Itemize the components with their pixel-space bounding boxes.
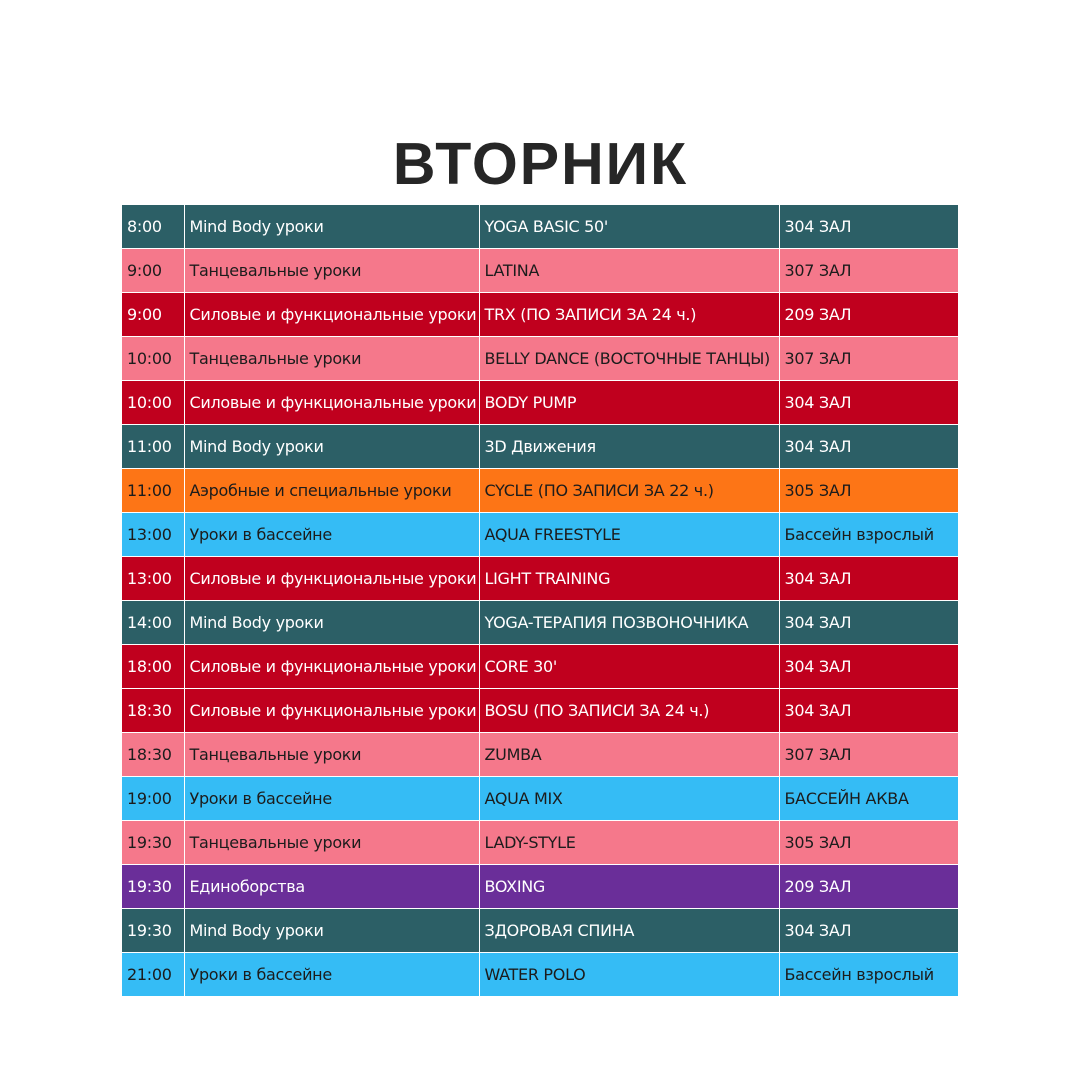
category-cell: Силовые и функциональные уроки	[184, 557, 479, 601]
time-cell: 19:30	[122, 865, 184, 909]
room-cell: 304 ЗАЛ	[779, 909, 959, 953]
room-cell: БАССЕЙН АКВА	[779, 777, 959, 821]
category-cell: Mind Body уроки	[184, 909, 479, 953]
room-cell: 304 ЗАЛ	[779, 689, 959, 733]
table-row	[122, 865, 959, 909]
table-row	[122, 689, 959, 733]
class-cell: BELLY DANCE (ВОСТОЧНЫЕ ТАНЦЫ)	[479, 337, 779, 381]
room-cell: 307 ЗАЛ	[779, 249, 959, 293]
table-row	[122, 777, 959, 821]
room-cell: 209 ЗАЛ	[779, 293, 959, 337]
table-row	[122, 821, 959, 865]
room-cell: 304 ЗАЛ	[779, 205, 959, 249]
time-cell: 19:00	[122, 777, 184, 821]
table-row	[122, 909, 959, 953]
time-cell: 13:00	[122, 513, 184, 557]
time-cell: 18:30	[122, 733, 184, 777]
category-cell: Уроки в бассейне	[184, 777, 479, 821]
room-cell: 305 ЗАЛ	[779, 821, 959, 865]
class-cell: ZUMBA	[479, 733, 779, 777]
page-title: ВТОРНИК	[392, 130, 689, 197]
table-row	[122, 425, 959, 469]
time-cell: 14:00	[122, 601, 184, 645]
category-cell: Mind Body уроки	[184, 601, 479, 645]
table-row	[122, 381, 959, 425]
class-cell: WATER POLO	[479, 953, 779, 997]
class-cell: YOGA-ТЕРАПИЯ ПОЗВОНОЧНИКА	[479, 601, 779, 645]
table-row	[122, 205, 959, 249]
time-cell: 10:00	[122, 337, 184, 381]
class-cell: ЗДОРОВАЯ СПИНА	[479, 909, 779, 953]
class-cell: CYCLE (ПО ЗАПИСИ ЗА 22 ч.)	[479, 469, 779, 513]
class-cell: BOXING	[479, 865, 779, 909]
table-row	[122, 557, 959, 601]
schedule-body	[122, 205, 959, 997]
table-row	[122, 337, 959, 381]
category-cell: Танцевальные уроки	[184, 249, 479, 293]
class-cell: AQUA FREESTYLE	[479, 513, 779, 557]
category-cell: Mind Body уроки	[184, 425, 479, 469]
room-cell: 209 ЗАЛ	[779, 865, 959, 909]
class-cell: LADY-STYLE	[479, 821, 779, 865]
time-cell: 13:00	[122, 557, 184, 601]
table-row	[122, 601, 959, 645]
table-row	[122, 249, 959, 293]
table-row	[122, 953, 959, 997]
class-cell: AQUA MIX	[479, 777, 779, 821]
class-cell: LATINA	[479, 249, 779, 293]
time-cell: 18:30	[122, 689, 184, 733]
category-cell: Танцевальные уроки	[184, 821, 479, 865]
room-cell: Бассейн взрослый	[779, 953, 959, 997]
time-cell: 18:00	[122, 645, 184, 689]
schedule-table	[122, 204, 960, 997]
time-cell: 9:00	[122, 293, 184, 337]
category-cell: Силовые и функциональные уроки	[184, 293, 479, 337]
table-row	[122, 645, 959, 689]
time-cell: 10:00	[122, 381, 184, 425]
class-cell: CORE 30'	[479, 645, 779, 689]
category-cell: Танцевальные уроки	[184, 733, 479, 777]
time-cell: 21:00	[122, 953, 184, 997]
room-cell: 307 ЗАЛ	[779, 733, 959, 777]
table-row	[122, 733, 959, 777]
room-cell: 307 ЗАЛ	[779, 337, 959, 381]
room-cell: 304 ЗАЛ	[779, 381, 959, 425]
table-row	[122, 513, 959, 557]
category-cell: Единоборства	[184, 865, 479, 909]
time-cell: 8:00	[122, 205, 184, 249]
table-row	[122, 293, 959, 337]
table-row	[122, 469, 959, 513]
time-cell: 19:30	[122, 909, 184, 953]
room-cell: 304 ЗАЛ	[779, 601, 959, 645]
time-cell: 9:00	[122, 249, 184, 293]
room-cell: 304 ЗАЛ	[779, 645, 959, 689]
class-cell: LIGHT TRAINING	[479, 557, 779, 601]
room-cell: 304 ЗАЛ	[779, 425, 959, 469]
class-cell: 3D Движения	[479, 425, 779, 469]
category-cell: Силовые и функциональные уроки	[184, 381, 479, 425]
time-cell: 11:00	[122, 425, 184, 469]
category-cell: Уроки в бассейне	[184, 953, 479, 997]
category-cell: Mind Body уроки	[184, 205, 479, 249]
class-cell: YOGA BASIC 50'	[479, 205, 779, 249]
time-cell: 19:30	[122, 821, 184, 865]
category-cell: Аэробные и специальные уроки	[184, 469, 479, 513]
category-cell: Уроки в бассейне	[184, 513, 479, 557]
time-cell: 11:00	[122, 469, 184, 513]
room-cell: Бассейн взрослый	[779, 513, 959, 557]
category-cell: Танцевальные уроки	[184, 337, 479, 381]
category-cell: Силовые и функциональные уроки	[184, 645, 479, 689]
room-cell: 304 ЗАЛ	[779, 557, 959, 601]
class-cell: BOSU (ПО ЗАПИСИ ЗА 24 ч.)	[479, 689, 779, 733]
class-cell: BODY PUMP	[479, 381, 779, 425]
category-cell: Силовые и функциональные уроки	[184, 689, 479, 733]
class-cell: TRX (ПО ЗАПИСИ ЗА 24 ч.)	[479, 293, 779, 337]
room-cell: 305 ЗАЛ	[779, 469, 959, 513]
